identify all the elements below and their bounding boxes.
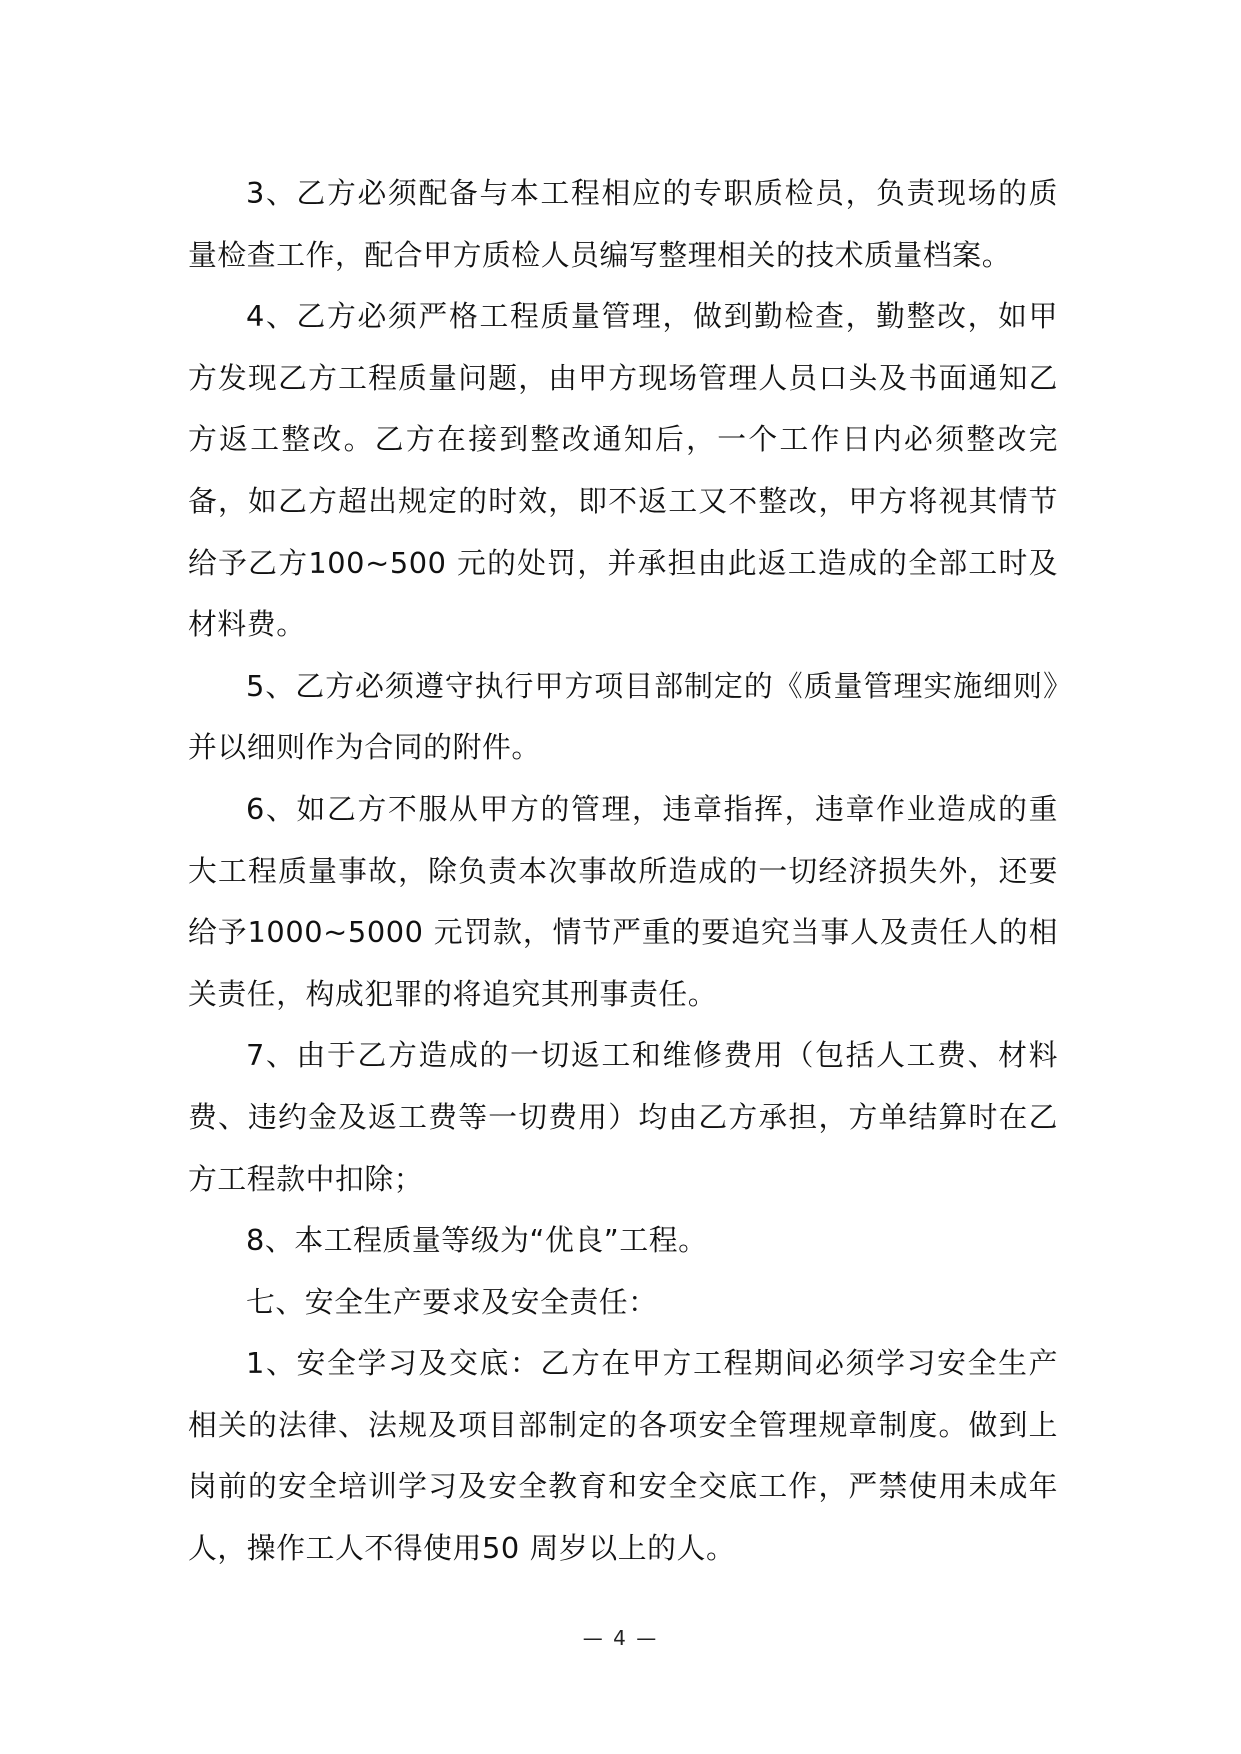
clause-3-paragraph: 3、乙方必须配备与本工程相应的专职质检员，负责现场的质量检查工作，配合甲方质检人员编写整理相关的技术质量档案。: [188, 176, 1058, 272]
section-7-heading: 七、安全生产要求及安全责任：: [246, 1284, 658, 1319]
safety-clause-1-paragraph: 1、安全学习及交底：乙方在甲方工程期间必须学习安全生产相关的法律、法规及项目部制定的各项安全管理规章制度。做到上岗前的安全培训学习及安全教育和安全交底工作，严禁使用未成年人，操作工人不得使用50 周岁以上的人。: [188, 1346, 1058, 1566]
document-body: [188, 163, 1058, 1580]
clause-7-paragraph: 7、由于乙方造成的一切返工和维修费用（包括人工费、材料费、违约金及返工费等一切费用）均由乙方承担，方单结算时在乙方工程款中扣除；: [188, 1038, 1058, 1196]
clause-5-paragraph: 5、乙方必须遵守执行甲方项目部制定的《质量管理实施细则》并以细则作为合同的附件。: [188, 668, 1058, 765]
page-number: — 4 —: [582, 1626, 659, 1650]
clause-8-paragraph: 8、本工程质量等级为“优良”工程。: [246, 1223, 708, 1258]
clause-4-paragraph: 4、乙方必须严格工程质量管理，做到勤检查，勤整改，如甲方发现乙方工程质量问题，由甲方现场管理人员口头及书面通知乙方返工整改。乙方在接到整改通知后，一个工作日内必须整改完备，如乙方超出规定的时效，即不返工又不整改，甲方将视其情节给予乙方100~500 元的处罚，并承担由此返工造成的全部工时及材料费。: [188, 299, 1058, 642]
clause-6-paragraph: 6、如乙方不服从甲方的管理，违章指挥，违章作业造成的重大工程质量事故，除负责本次事故所造成的一切经济损失外，还要给予1000~5000 元罚款，情节严重的要追究当事人及责任人的相关责任，构成犯罪的将追究其刑事责任。: [188, 791, 1058, 1011]
